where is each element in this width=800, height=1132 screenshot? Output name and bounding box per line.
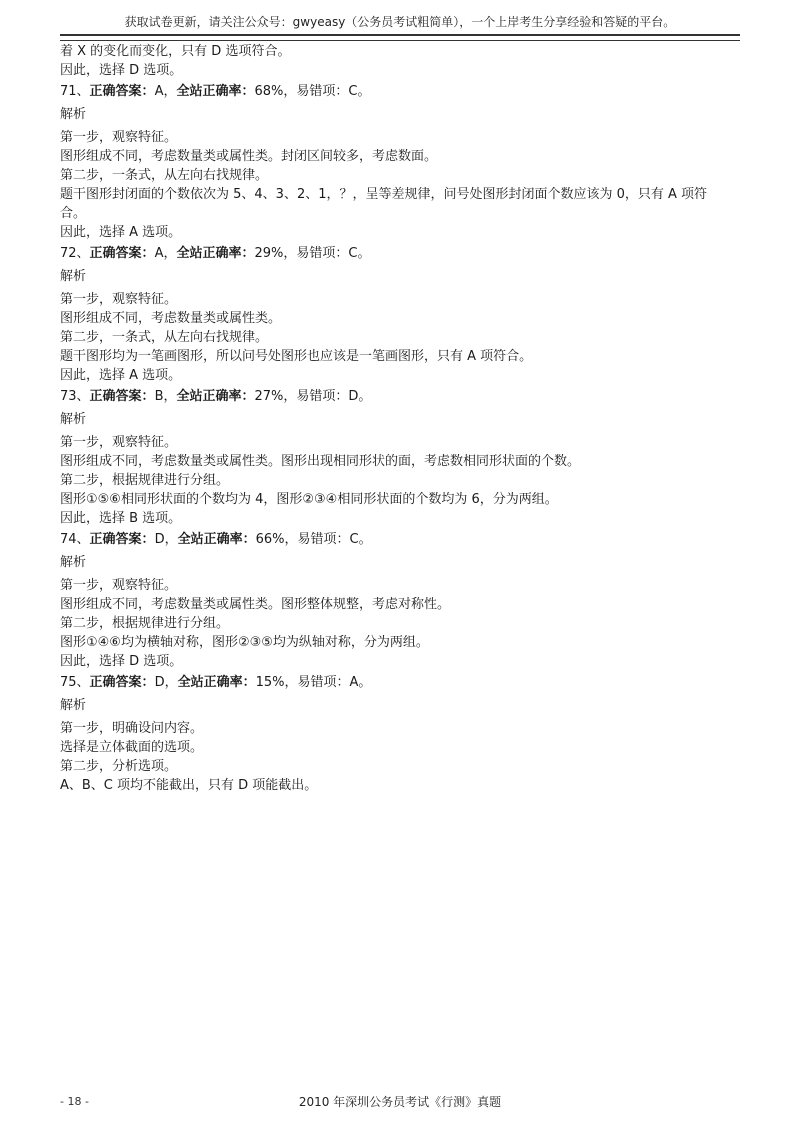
text-line: 因此，选择 B 选项。	[60, 511, 182, 526]
text-line: 第一步，观察特征。	[60, 435, 178, 450]
rate-label: 全站正确率：	[177, 675, 256, 690]
page-content	[60, 42, 750, 795]
text-line: A、B、C 项均不能截出，只有 D 项能截出。	[60, 778, 318, 793]
text-line: 第二步，根据规律进行分组。	[60, 616, 230, 631]
text-line: 第二步，一条式，从左向右找规律。	[60, 330, 269, 345]
rate-label: 全站正确率：	[176, 389, 255, 404]
text-line: 第一步，观察特征。	[60, 130, 178, 145]
question-number: 72、	[60, 246, 90, 261]
rate-value: 27%，易错项：D。	[254, 389, 372, 404]
answer-line-72	[60, 244, 750, 263]
analysis-heading: 解析	[60, 107, 87, 122]
rate-label: 全站正确率：	[177, 532, 256, 547]
analysis-heading: 解析	[60, 555, 87, 570]
answer-line-71	[60, 82, 750, 101]
answer-value: A，	[154, 246, 177, 261]
text-line: 合。	[60, 206, 87, 221]
analysis-heading: 解析	[60, 269, 87, 284]
text-line: 图形①⑤⑥相同形状面的个数均为 4，图形②③④相同形状面的个数均为 6，分为两组。	[60, 492, 558, 507]
answer-value: D，	[154, 532, 178, 547]
answer-label: 正确答案：	[89, 246, 155, 261]
text-line: 因此，选择 A 选项。	[60, 225, 182, 240]
page-number: - 18 -	[60, 1095, 89, 1108]
text-line: 第二步，一条式，从左向右找规律。	[60, 168, 269, 183]
text-line: 图形组成不同，考虑数量类或属性类。图形出现相同形状的面，考虑数相同形状面的个数。	[60, 454, 581, 469]
rate-value: 68%，易错项：C。	[254, 84, 371, 99]
answer-label: 正确答案：	[89, 532, 155, 547]
rate-label: 全站正确率：	[176, 84, 255, 99]
text-line: 图形组成不同，考虑数量类或属性类。	[60, 311, 282, 326]
question-number: 75、	[60, 675, 90, 690]
rate-value: 15%，易错项：A。	[255, 675, 372, 690]
text-line: 因此，选择 D 选项。	[60, 654, 183, 669]
question-number: 73、	[60, 389, 90, 404]
text-line: 第一步，明确设问内容。	[60, 721, 204, 736]
answer-value: A，	[154, 84, 177, 99]
question-number: 74、	[60, 532, 90, 547]
text-line: 第二步，根据规律进行分组。	[60, 473, 230, 488]
text-line: 图形组成不同，考虑数量类或属性类。图形整体规整，考虑对称性。	[60, 597, 451, 612]
text-line: 第一步，观察特征。	[60, 578, 178, 593]
answer-label: 正确答案：	[89, 84, 155, 99]
text-line: 因此，选择 D 选项。	[60, 63, 183, 78]
footer-title: 2010 年深圳公务员考试《行测》真题	[298, 1095, 502, 1109]
text-line: 题干图形封闭面的个数依次为 5、4、3、2、1，？，呈等差规律，问号处图形封闭面个数应该为 0，只有 A 项符	[60, 187, 708, 202]
rate-value: 29%，易错项：C。	[254, 246, 371, 261]
question-number: 71、	[60, 84, 90, 99]
page-header: 获取试卷更新，请关注公众号：gwyeasy（公务员考试粗简单），一个上岸考生分享经验和答疑的平台。	[124, 15, 676, 29]
analysis-heading: 解析	[60, 698, 87, 713]
text-line: 因此，选择 A 选项。	[60, 368, 182, 383]
answer-label: 正确答案：	[89, 389, 155, 404]
text-line: 第一步，观察特征。	[60, 292, 178, 307]
text-line: 图形①④⑥均为横轴对称，图形②③⑤均为纵轴对称，分为两组。	[60, 635, 429, 650]
header-rule	[60, 34, 740, 41]
rate-label: 全站正确率：	[176, 246, 255, 261]
answer-line-73	[60, 387, 750, 406]
text-line: 图形组成不同，考虑数量类或属性类。封闭区间较多，考虑数面。	[60, 149, 438, 164]
analysis-heading: 解析	[60, 412, 87, 427]
rate-value: 66%，易错项：C。	[255, 532, 372, 547]
answer-line-75	[60, 673, 750, 692]
answer-value: B，	[154, 389, 177, 404]
text-line: 题干图形均为一笔画图形，所以问号处图形也应该是一笔画图形，只有 A 项符合。	[60, 349, 533, 364]
answer-line-74	[60, 530, 750, 549]
text-line: 第二步，分析选项。	[60, 759, 178, 774]
text-line: 选择是立体截面的选项。	[60, 740, 204, 755]
text-line: 着 X 的变化而变化，只有 D 选项符合。	[60, 44, 291, 59]
answer-label: 正确答案：	[89, 675, 155, 690]
answer-value: D，	[154, 675, 178, 690]
